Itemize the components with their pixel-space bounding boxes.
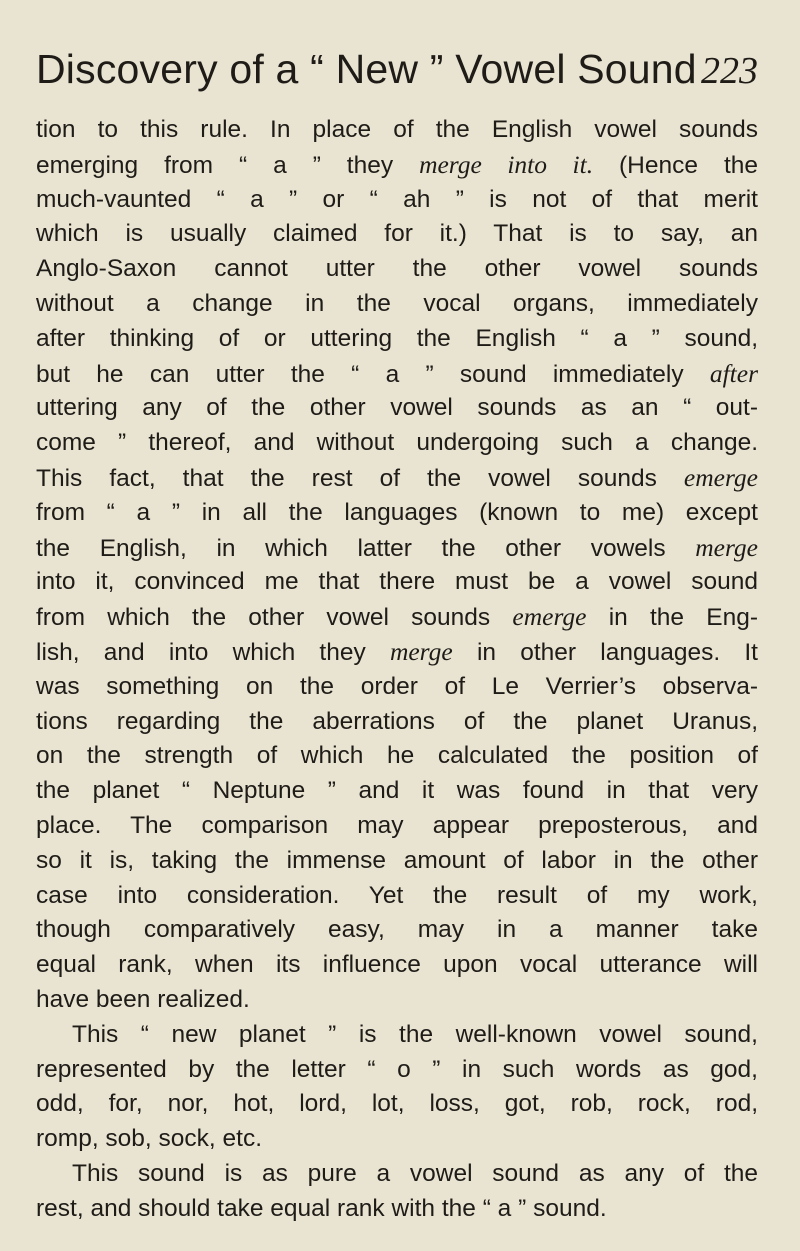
body-text (36, 113, 758, 1227)
chapter-title: Discovery of a “ New ” Vowel Sound (36, 46, 697, 92)
text-run: have been realized. (36, 985, 250, 1013)
text-line (36, 1053, 758, 1088)
text-run: on the strength of which he calculated the position of (36, 742, 758, 770)
text-line (36, 1157, 758, 1192)
text-line (36, 531, 758, 566)
text-line (36, 183, 758, 218)
text-run: place. The comparison may appear preposterous, and (36, 811, 758, 839)
text-line (36, 461, 758, 496)
text-run: (Hence the (593, 151, 759, 179)
text-line (36, 252, 758, 287)
text-line (36, 913, 758, 948)
text-line (36, 1087, 758, 1122)
text-run: in other languages. It (452, 638, 758, 666)
text-line (36, 148, 758, 183)
text-run: after thinking of or uttering the English “ a ” sound, (36, 324, 758, 352)
text-line (36, 879, 758, 914)
italic-text: merge into it. (419, 149, 594, 179)
text-run: romp, sob, sock, etc. (36, 1125, 263, 1153)
text-run: into it, convinced me that there must be a vowel sound (36, 568, 758, 596)
italic-text: emerge (683, 462, 758, 492)
italic-text: emerge (512, 602, 587, 632)
text-run: though comparatively easy, may in a manner take (36, 916, 758, 944)
text-run: tion to this rule. In place of the English vowel sounds (36, 116, 758, 143)
text-run: was something on the order of Le Verrier’s observa- (36, 672, 758, 700)
text-run: from which the other vowel sounds (36, 604, 513, 632)
text-line (36, 705, 758, 740)
text-run: lish, and into which they (36, 638, 390, 666)
text-run: come ” thereof, and without undergoing such a change. (36, 429, 758, 457)
text-run: This sound is as pure a vowel sound as any of the (72, 1159, 758, 1187)
text-line (36, 1122, 758, 1157)
text-line (36, 983, 758, 1018)
text-line (36, 635, 758, 670)
text-line (36, 426, 758, 461)
italic-text: after (709, 358, 758, 388)
text-line (36, 287, 758, 322)
running-head (36, 46, 758, 96)
text-line (36, 1018, 758, 1053)
text-run: but he can utter the “ a ” sound immediately (36, 360, 710, 388)
text-line (36, 391, 758, 426)
text-line (36, 670, 758, 705)
text-line (36, 809, 758, 844)
text-line (36, 600, 758, 635)
text-run: the planet “ Neptune ” and it was found in that very (36, 777, 758, 805)
text-run: emerging from “ a ” they (36, 151, 420, 179)
text-line (36, 113, 758, 148)
text-run: case into consideration. Yet the result of my work, (36, 881, 758, 909)
text-run: from “ a ” in all the languages (known to me) except (36, 498, 758, 526)
text-run: without a change in the vocal organs, immediately (36, 289, 758, 317)
text-line (36, 496, 758, 531)
text-run: much-vaunted “ a ” or “ ah ” is not of that merit (36, 185, 758, 213)
text-run: which is usually claimed for it.) That is to say, an (36, 220, 758, 248)
text-line (36, 322, 758, 357)
text-run: This “ new planet ” is the well-known vowel sound, (72, 1020, 758, 1048)
text-run: equal rank, when its influence upon vocal utterance will (36, 951, 758, 979)
text-run: in the Eng- (586, 604, 758, 632)
text-run: Anglo-Saxon cannot utter the other vowel sounds (36, 255, 758, 283)
text-run: uttering any of the other vowel sounds as an “ out- (36, 394, 758, 422)
text-run: represented by the letter “ o ” in such words as god, (36, 1055, 758, 1083)
text-line (36, 217, 758, 252)
text-run: This fact, that the rest of the vowel sounds (36, 464, 684, 492)
text-line (36, 844, 758, 879)
text-line (36, 357, 758, 392)
text-line (36, 1192, 758, 1227)
text-line (36, 774, 758, 809)
text-line (36, 739, 758, 774)
text-run: odd, for, nor, hot, lord, lot, loss, got, rob, rock, rod, (36, 1090, 758, 1118)
page-number: 223 (701, 50, 758, 92)
text-run: the English, in which latter the other vowels (36, 534, 696, 562)
text-run: rest, and should take equal rank with the “ a ” sound. (36, 1194, 607, 1222)
italic-text: merge (389, 636, 453, 666)
italic-text: merge (695, 532, 758, 562)
text-run: so it is, taking the immense amount of labor in the other (36, 846, 758, 874)
text-run: tions regarding the aberrations of the planet Uranus, (36, 707, 758, 735)
text-line (36, 948, 758, 983)
text-line (36, 565, 758, 600)
